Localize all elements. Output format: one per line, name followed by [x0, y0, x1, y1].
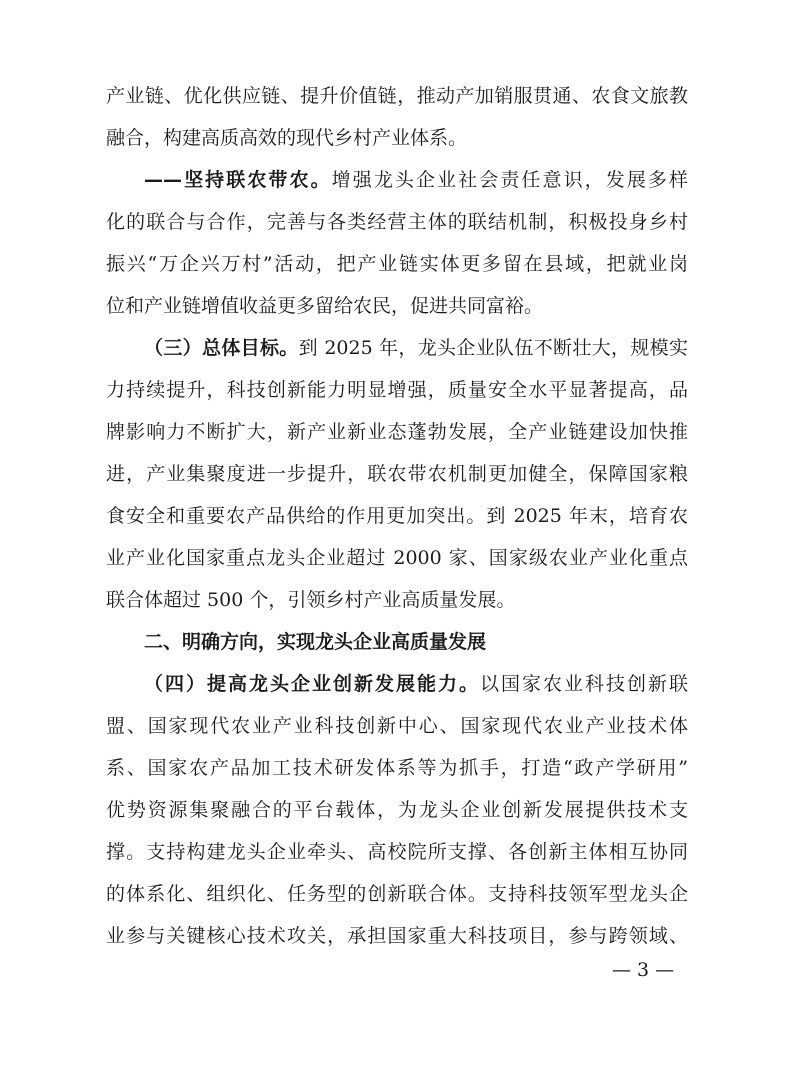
body-line-9 — [106, 415, 688, 449]
line-text: 联合体超过 500 个，引领乡村产业高质量发展。 — [106, 589, 516, 611]
body-line-8 — [106, 373, 688, 407]
inline-heading: （三）总体目标。 — [144, 337, 299, 359]
body-line-15 — [144, 667, 688, 701]
line-text: 的体系化、组织化、任务型的创新联合体。支持科技领军型龙头企 — [106, 883, 688, 905]
body-line-10 — [106, 457, 688, 491]
body-line-17 — [106, 751, 688, 785]
body-line-4 — [106, 205, 688, 239]
line-text: 盟、国家现代农业产业科技创新中心、国家现代农业产业技术体 — [106, 715, 688, 737]
body-line-16 — [106, 709, 688, 743]
inline-heading: ——坚持联农带农。 — [144, 169, 332, 191]
line-text: 撑。支持构建龙头企业牵头、高校院所支撑、各创新主体相互协同 — [106, 841, 688, 863]
line-text: 食安全和重要农产品供给的作用更加突出。到 2025 年末，培育农 — [106, 505, 688, 527]
body-line-2 — [106, 121, 688, 155]
line-text: 进，产业集聚度进一步提升，联农带农机制更加健全，保障国家粮 — [106, 463, 688, 485]
body-line-1 — [106, 79, 688, 113]
body-line-7 — [144, 331, 688, 365]
body-line-13 — [106, 583, 688, 617]
section-heading — [144, 625, 688, 659]
line-text: 牌影响力不断扩大，新产业新业态蓬勃发展，全产业链建设加快推 — [106, 421, 688, 443]
line-text: 业参与关键核心技术攻关，承担国家重大科技项目，参与跨领域、 — [106, 925, 688, 947]
body-line-12 — [106, 541, 688, 575]
body-line-3 — [144, 163, 688, 197]
line-text: 以国家农业科技创新联 — [479, 673, 688, 695]
section-heading-text: 二、明确方向，实现龙头企业高质量发展 — [144, 631, 487, 653]
line-text: 系、国家农产品加工技术研发体系等为抓手，打造“政产学研用” — [106, 757, 688, 779]
line-text: 业产业化国家重点龙头企业超过 2000 家、国家级农业产业化重点 — [106, 547, 688, 569]
line-text: 振兴“万企兴万村”活动，把产业链实体更多留在县域，把就业岗 — [106, 253, 688, 275]
body-line-21 — [106, 919, 688, 953]
body-line-20 — [106, 877, 688, 911]
body-line-18 — [106, 793, 688, 827]
body-line-6 — [106, 289, 688, 323]
line-text: 增强龙头企业社会责任意识，发展多样 — [331, 169, 688, 191]
body-line-5 — [106, 247, 688, 281]
line-text: 融合，构建高质高效的现代乡村产业体系。 — [106, 127, 468, 149]
line-text: 化的联合与合作，完善与各类经营主体的联结机制，积极投身乡村 — [106, 211, 688, 233]
inline-heading: （四）提高龙头企业创新发展能力。 — [144, 673, 480, 695]
line-text: 位和产业链增值收益更多留给农民，促进共同富裕。 — [106, 295, 544, 317]
line-text: 到 2025 年，龙头企业队伍不断壮大，规模实 — [298, 337, 688, 359]
line-text: 优势资源集聚融合的平台载体，为龙头企业创新发展提供技术支 — [106, 799, 688, 821]
body-line-11 — [106, 499, 688, 533]
page-number: — 3 — — [612, 959, 675, 981]
line-text: 产业链、优化供应链、提升价值链，推动产加销服贯通、农食文旅教 — [106, 85, 688, 107]
body-line-19 — [106, 835, 688, 869]
line-text: 力持续提升，科技创新能力明显增强，质量安全水平显著提高，品 — [106, 379, 688, 401]
